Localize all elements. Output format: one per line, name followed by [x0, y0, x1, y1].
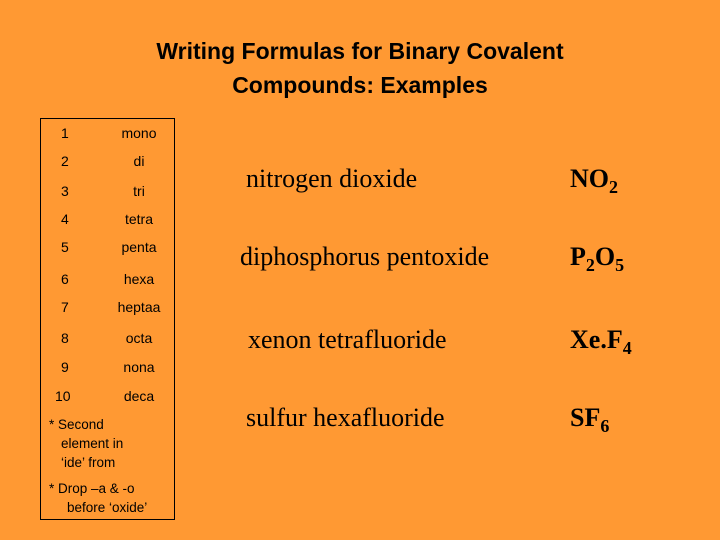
compound-formula: $NO_2$ [570, 164, 618, 197]
prefix-number: 8 [61, 330, 69, 346]
prefix-row [41, 237, 176, 257]
prefix-word: hexa [123, 271, 155, 287]
compound-formula: $SF_6$ [570, 403, 610, 436]
prefix-row [41, 357, 176, 377]
slide-title-line-1: Writing Formulas for Binary Covalent [156, 38, 564, 64]
slide-title-line-2: Compounds: Examples [232, 72, 488, 98]
prefix-row [41, 181, 176, 201]
prefix-word: nona [123, 359, 155, 375]
prefix-number: 7 [61, 299, 69, 315]
prefix-number: 5 [61, 239, 69, 255]
prefix-word: penta [121, 239, 157, 255]
drop-vowel-note: * Drop –a & -o before ‘oxide’ [49, 481, 148, 515]
prefix-number: 10 [55, 388, 71, 404]
prefix-number: 1 [61, 125, 69, 141]
prefix-word: di [133, 153, 145, 169]
prefix-row [41, 386, 176, 406]
compound-name: diphosphorus pentoxide [240, 242, 490, 271]
prefix-word: deca [123, 388, 155, 404]
prefix-word: tri [133, 183, 145, 199]
prefix-number: 2 [61, 153, 69, 169]
prefix-number: 9 [61, 359, 69, 375]
prefix-row [41, 209, 176, 229]
compound-name: sulfur hexafluoride [246, 403, 445, 432]
compound-name: nitrogen dioxide [246, 164, 418, 193]
second-element-note: * Second element in ‘ide’ from [49, 417, 124, 470]
prefix-table [40, 118, 175, 520]
compound-formula: $Xe.F_4$ [570, 325, 632, 358]
prefix-word: tetra [124, 211, 153, 227]
slide-title [0, 34, 720, 102]
prefix-number: 4 [61, 211, 69, 227]
prefix-word: octa [125, 330, 153, 346]
prefix-word: heptaa [117, 299, 161, 315]
prefix-row [41, 151, 176, 171]
prefix-row [41, 269, 176, 289]
prefix-row [41, 123, 176, 143]
prefix-row [41, 297, 176, 317]
compound-formula: $P_2O_5$ [570, 242, 625, 275]
compound-name: xenon tetrafluoride [248, 325, 447, 354]
prefix-word: mono [121, 125, 157, 141]
prefix-row [41, 328, 176, 348]
prefix-number: 6 [61, 271, 69, 287]
prefix-number: 3 [61, 183, 69, 199]
